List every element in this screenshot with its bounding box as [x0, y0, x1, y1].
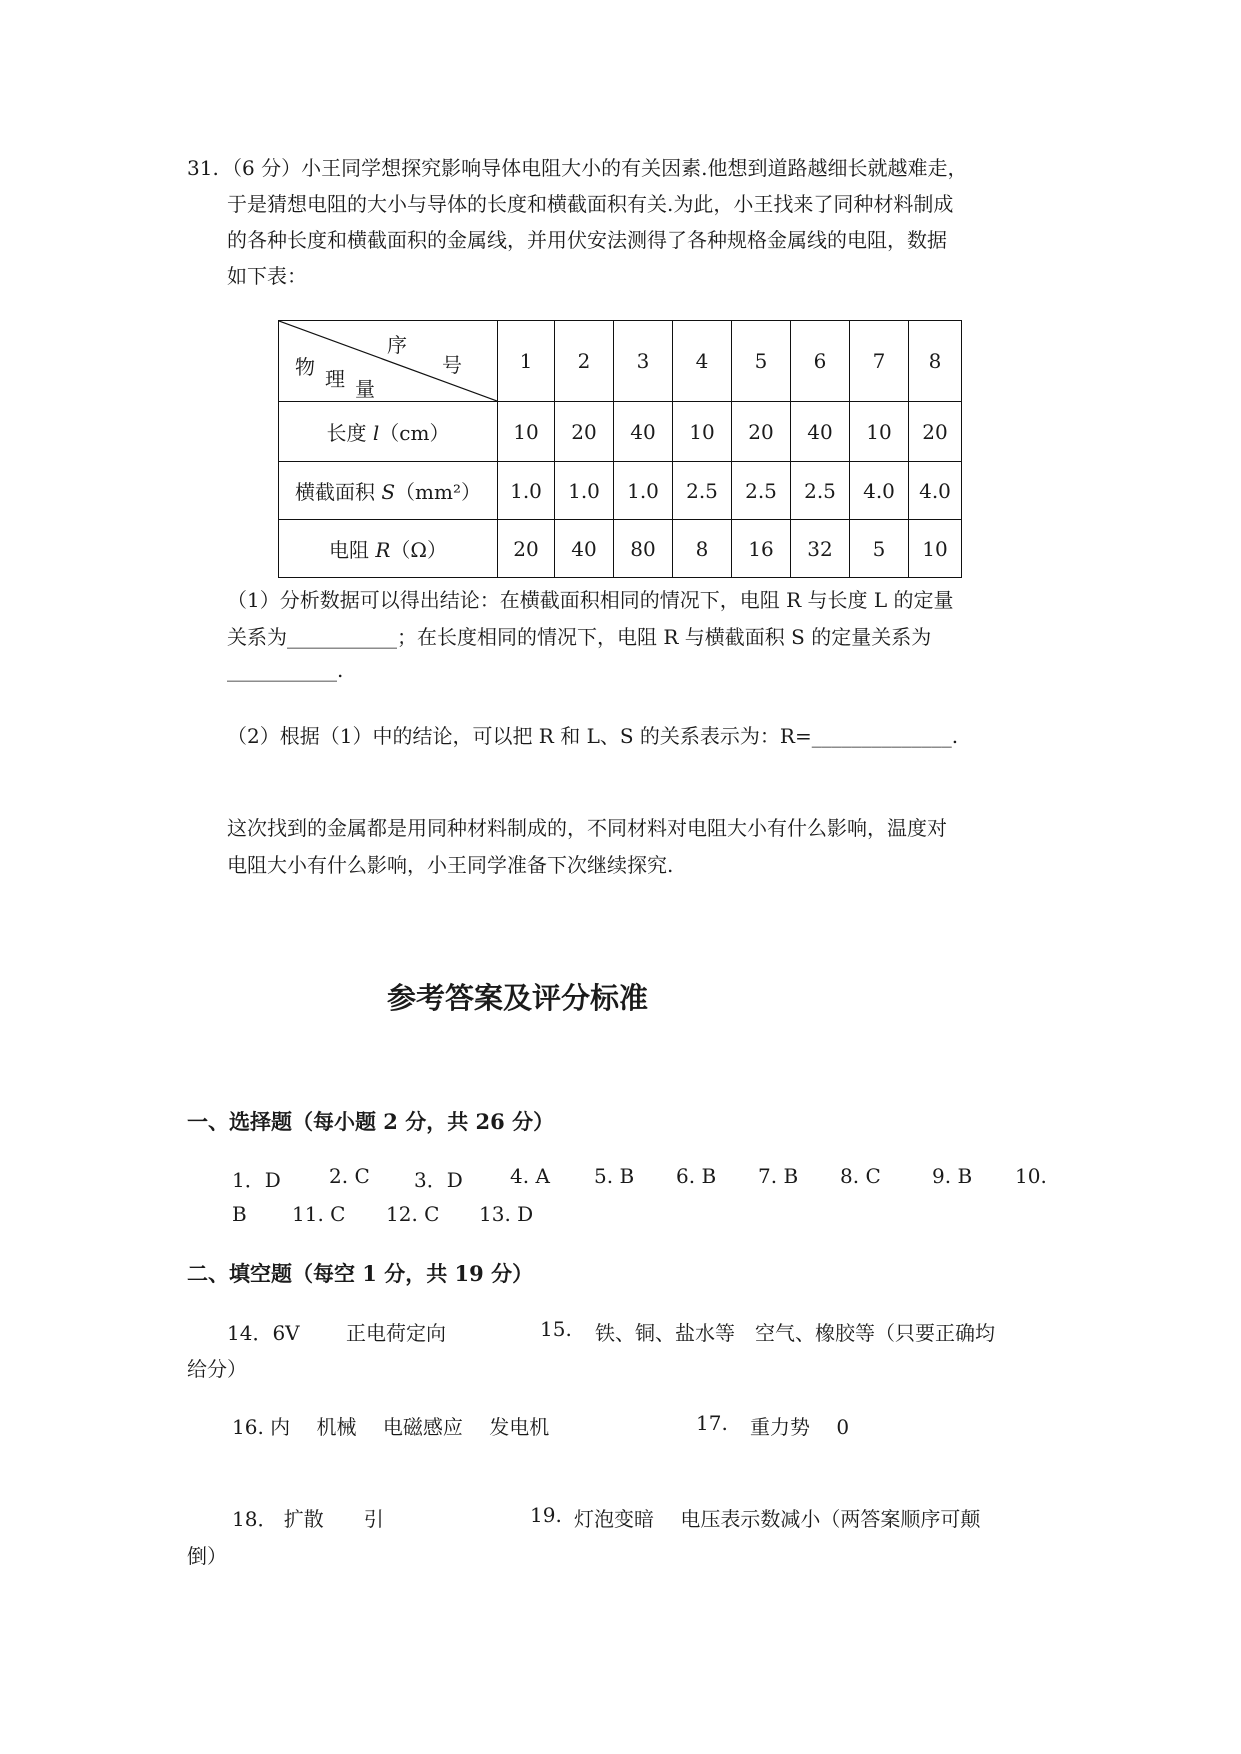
table-row: [279, 520, 962, 578]
table-cell: 16: [732, 520, 791, 578]
answer-15-text: 铁、铜、盐水等 空气、橡胶等（只要正确均: [595, 1321, 995, 1345]
header-bottom-char-2: 理: [325, 367, 345, 391]
answer-item: 4. A: [510, 1164, 550, 1188]
column-header: 1: [498, 321, 555, 402]
question-number: 31.: [187, 156, 219, 180]
question-line-1: （6 分）小王同学想探究影响导体电阻大小的有关因素.他想到道路越细长就越难走，: [222, 156, 968, 180]
closing-line-1: 这次找到的金属都是用同种材料制成的，不同材料对电阻大小有什么影响，温度对: [227, 816, 947, 840]
question-line-3: 的各种长度和横截面积的金属线，并用伏安法测得了各种规格金属线的电阻，数据: [227, 228, 947, 252]
table-row: [279, 462, 962, 520]
table-cell: 1.0: [555, 462, 614, 520]
table-cell: 10: [673, 402, 732, 462]
answer-15-cont: 给分）: [187, 1357, 247, 1381]
table-cell: 40: [614, 402, 673, 462]
question-line-4: 如下表：: [227, 264, 307, 288]
part1-line-2: 关系为___________；在长度相同的情况下，电阻 R 与横截面积 S 的定量关系为: [227, 625, 932, 649]
answer-17-text: 重力势 0: [750, 1415, 850, 1439]
table-cell: 2.5: [673, 462, 732, 520]
column-header: 6: [791, 321, 850, 402]
answers-title: 参考答案及评分标准: [387, 981, 649, 1015]
answer-item: 3．D: [414, 1168, 463, 1192]
table-cell: 10: [909, 520, 962, 578]
section2-heading: 二、填空题（每空 1 分，共 19 分）: [187, 1261, 534, 1286]
column-header: 3: [614, 321, 673, 402]
column-header: 7: [850, 321, 909, 402]
answer-item: 2. C: [329, 1164, 370, 1188]
table-cell: 10: [498, 402, 555, 462]
answer-item: 6. B: [676, 1164, 717, 1188]
part1-line-1: （1）分析数据可以得出结论：在横截面积相同的情况下，电阻 R 与长度 L 的定量: [227, 588, 954, 612]
row-label: 电阻 R（Ω）: [279, 520, 498, 578]
answer-19-text: 灯泡变暗 电压表示数减小（两答案顺序可颠: [574, 1507, 981, 1531]
answer-17-num: 17.: [696, 1411, 728, 1435]
row-label: 长度 l（cm）: [279, 402, 498, 462]
table-cell: 20: [909, 402, 962, 462]
table-cell: 32: [791, 520, 850, 578]
closing-line-2: 电阻大小有什么影响，小王同学准备下次继续探究.: [227, 853, 674, 877]
answer-16: 16. 内 机械 电磁感应 发电机: [232, 1415, 550, 1439]
table-cell: 1.0: [498, 462, 555, 520]
answer-item: 12. C: [386, 1202, 440, 1226]
column-header: 4: [673, 321, 732, 402]
table-cell: 5: [850, 520, 909, 578]
table-cell: 80: [614, 520, 673, 578]
column-header: 8: [909, 321, 962, 402]
table-header-row: [279, 321, 962, 402]
table-cell: 10: [850, 402, 909, 462]
table-cell: 20: [498, 520, 555, 578]
table-row: [279, 402, 962, 462]
header-bottom-char-3: 量: [355, 377, 375, 401]
answer-item: 8. C: [840, 1164, 881, 1188]
answer-item: 7. B: [758, 1164, 799, 1188]
table-cell: 20: [555, 402, 614, 462]
table-cell: 1.0: [614, 462, 673, 520]
answer-item: 10.: [1015, 1164, 1047, 1188]
answer-15-num: 15.: [540, 1317, 572, 1341]
data-table: [278, 320, 962, 578]
answer-19-num: 19.: [530, 1503, 562, 1527]
column-header: 5: [732, 321, 791, 402]
table-cell: 4.0: [850, 462, 909, 520]
answer-item: 5. B: [594, 1164, 635, 1188]
row-label: 横截面积 S（mm²）: [279, 462, 498, 520]
answer-19-cont: 倒）: [187, 1544, 227, 1568]
answer-item: 11. C: [292, 1202, 346, 1226]
table-cell: 40: [555, 520, 614, 578]
section1-heading: 一、选择题（每小题 2 分，共 26 分）: [187, 1109, 555, 1134]
part2-line: （2）根据（1）中的结论，可以把 R 和 L、S 的关系表示为：R=______________.: [227, 724, 959, 748]
table-cell: 2.5: [732, 462, 791, 520]
answer-14-text: 正电荷定向: [346, 1321, 446, 1345]
answer-item: B: [232, 1202, 247, 1226]
diagonal-header-cell: [279, 321, 498, 402]
answer-18: 18． 扩散 引: [232, 1507, 384, 1531]
answer-item: 9. B: [932, 1164, 973, 1188]
header-top-char-2: 号: [442, 353, 462, 377]
table-cell: 8: [673, 520, 732, 578]
table-cell: 40: [791, 402, 850, 462]
table-cell: 4.0: [909, 462, 962, 520]
answer-item: 13. D: [479, 1202, 534, 1226]
column-header: 2: [555, 321, 614, 402]
question-line-2: 于是猜想电阻的大小与导体的长度和横截面积有关.为此，小王找来了同种材料制成: [227, 192, 954, 216]
header-bottom-char-1: 物: [295, 355, 315, 379]
answer-14-num: 14．6V: [227, 1321, 300, 1345]
part1-line-3: ___________.: [227, 658, 344, 682]
header-top-char: 序: [387, 333, 407, 357]
answer-item: 1．D: [232, 1168, 281, 1192]
table-cell: 2.5: [791, 462, 850, 520]
table-cell: 20: [732, 402, 791, 462]
